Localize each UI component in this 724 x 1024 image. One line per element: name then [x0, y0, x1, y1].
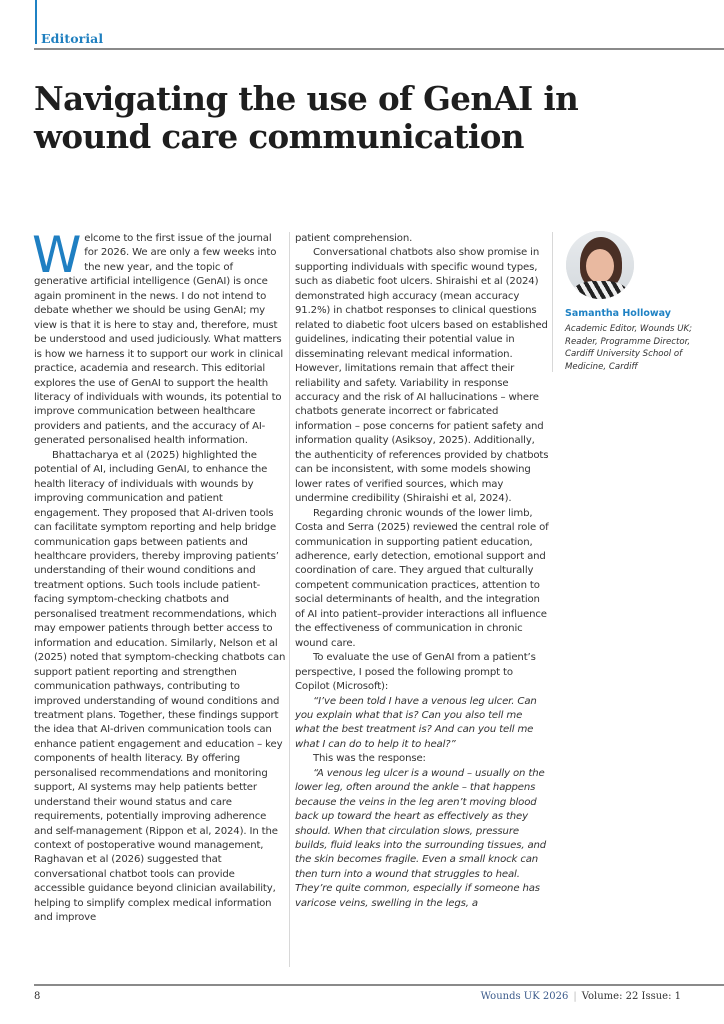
article-paragraph: Bhattacharya et al (2025) highlighted the potential of AI, including GenAI, to enhance the health literacy of individuals with wounds by improving communication and patient engagement. They proposed that AI-driven tools can facilitate symptom reporting and help bridge communication gaps between patients and healthcare providers, thereby improving patients’ understanding of their wound conditions and treatment options. Such tools include patient-facing symptom-checking chatbots and personalised treatment recommendations, which may empower patients through better access to information and education. Similarly, Nelson et al (2025) noted that symptom-checking chatbots can support patient reporting and strengthen communication pathways, contributing to improved understanding of wound conditions and treatment plans. Together, these findings support the idea that AI-driven communication tools can enhance patient engagement and education – key components of health literacy. By offering personalised recommendations and monitoring support, AI systems may help patients better understand their wound status and care requirements, potentially improving adherence and self-management (Rippon et al, 2024). In the context of postoperative wound management, Raghavan et al (2026) suggested that conversational chatbot tools can provide accessible guidance beyond clinician availability, helping to simplify complex medical information and improve — [34, 449, 286, 924]
article-paragraph: patient comprehension. — [295, 233, 413, 244]
article-paragraph-intro: Welcome to the first issue of the journal for 2026. We are only a few weeks into the new year, and the topic of generative artificial intelligence (GenAI) is once again prominent in the news. I do not intend to debate whether we should be using GenAI; my view is that it is here to stay and, therefore, must be understood and used judiciously. What matters is how we harness it to support our work in clinical practice, academia and research. This editorial explores the use of GenAI to support the health literacy of individuals with wounds, its potential to improve communication between healthcare providers and patients, and the accuracy of AI-generated personalised health information. — [32, 226, 284, 447]
article-paragraph: To evaluate the use of GenAI from a patient’s perspective, I posed the following prompt to Copilot (Microsoft): — [295, 652, 536, 693]
footer-volume-issue: Volume: 22 Issue: 1 — [581, 991, 681, 1002]
photo-face — [586, 249, 614, 283]
author-role: Academic Editor, Wounds UK; Reader, Programme Director, Cardiff University School of Medicine, Cardiff — [565, 324, 693, 372]
footer-citation — [481, 991, 681, 1002]
article-column-2 — [295, 232, 549, 911]
article-paragraph: Regarding chronic wounds of the lower limb, Costa and Serra (2025) reviewed the central role of communication in supporting patient education, adherence, early detection, emotional support and coordination of care. They argued that culturally competent communication practices, attention to social determinants of health, and the integration of AI into patient–provider interactions all influence the effectiveness of communication in chronic wound care. — [295, 507, 549, 649]
footer-separator: | — [573, 991, 577, 1002]
page-number: 8 — [34, 991, 41, 1002]
sidebar-divider — [552, 232, 553, 372]
footer-rule — [34, 984, 724, 986]
drop-cap: W — [32, 226, 82, 284]
header-accent-bar — [35, 0, 37, 44]
response-quote: “A venous leg ulcer is a wound – usually on the lower leg, often around the ankle – that happens because the veins in the leg aren’t moving blood back up toward the heart as effectively as they should. When that circulation slows, pressure builds, fluid leaks into the surrounding tissues, and the skin becomes fragile. Even a small knock can then turn into a wound that struggles to heal. They’re quite common, especially if someone has varicose veins, swelling in the legs, a — [295, 767, 547, 909]
header-rule — [34, 48, 724, 50]
article-column-1 — [32, 226, 286, 926]
article-paragraph: This was the response: — [313, 753, 426, 765]
article-paragraph: Conversational chatbots also show promise in supporting individuals with specific wound types, such as diabetic foot ulcers. Shiraishi et al (2024) demonstrated high accuracy (mean accuracy 91.2%) in chatbot responses to clinical questions related to diabetic foot ulcers based on established guidelines, indicating their potential value in disseminating relevant medical information. However, limitations remain that affect their reliability and safety. Variability in response accuracy and the risk of AI hallucinations – where chatbots generate incorrect or fabricated information – pose concerns for patient safety and information quality (Asiksoy, 2025). Additionally, the authenticity of references provided by chatbots can be inconsistent, with some models showing lower rates of verified sources, which may undermine credibility (Shiraishi et al, 2024). — [295, 247, 549, 505]
author-name: Samantha Holloway — [565, 308, 671, 319]
photo-clothing — [572, 281, 628, 299]
column-divider — [289, 232, 290, 967]
article-title: Navigating the use of GenAI in wound care communication — [34, 79, 579, 156]
prompt-quote: “I’ve been told I have a venous leg ulcer. Can you explain what that is? Can you also tell me what the best treatment is? And can you tell me what I can do to help it to heal?” — [295, 695, 537, 750]
section-label: Editorial — [41, 31, 104, 46]
footer-journal: Wounds UK 2026 — [480, 991, 569, 1002]
author-photo — [566, 231, 634, 299]
